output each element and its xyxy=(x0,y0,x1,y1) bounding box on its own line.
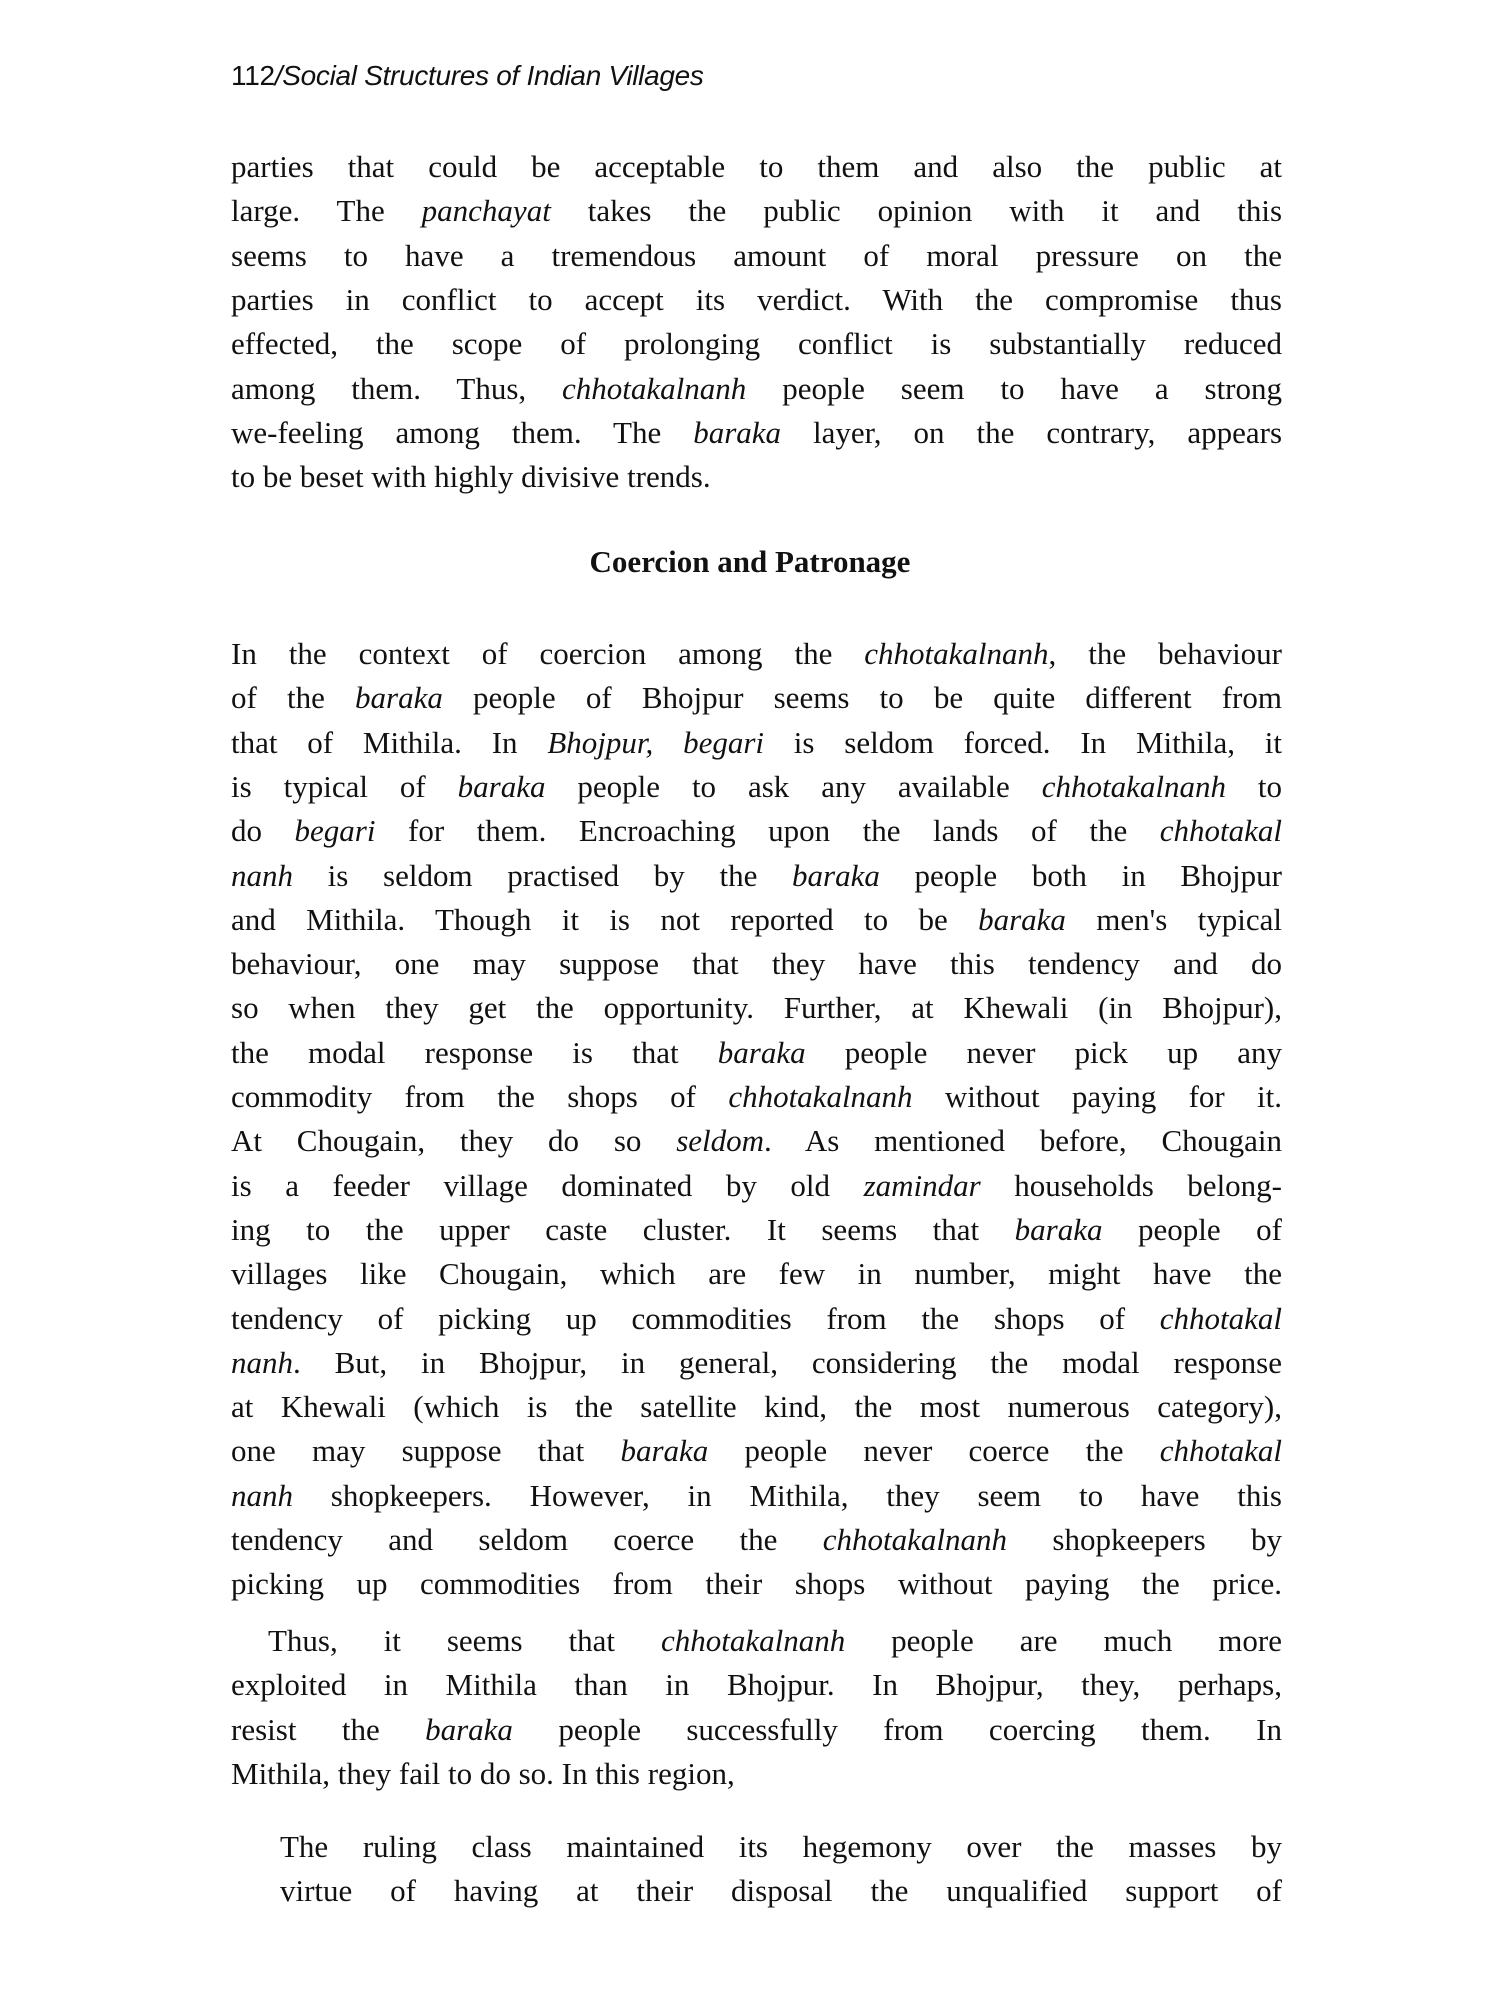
text-run: that of Mithila. In xyxy=(231,724,548,760)
italic-term: zamindar xyxy=(863,1167,981,1203)
text-run: people seem to have a strong xyxy=(746,370,1283,406)
text-line xyxy=(231,1031,1282,1075)
text-line xyxy=(231,455,1282,499)
italic-term: baraka xyxy=(620,1433,709,1469)
text-line xyxy=(231,1341,1282,1385)
text-line xyxy=(231,411,1282,455)
text-run: virtue of having at their disposal the unqualified support of xyxy=(280,1873,1282,1909)
text-run: people never pick up any xyxy=(805,1034,1282,1070)
text-line xyxy=(231,1208,1282,1252)
text-run: so when they get the opportunity. Further, at Khewali (in Bhojpur), xyxy=(231,990,1282,1026)
text-run: villages like Chougain, which are few in number, might have the xyxy=(231,1256,1282,1292)
text-line xyxy=(231,1429,1282,1473)
text-line xyxy=(231,1474,1282,1518)
text-line xyxy=(231,1385,1282,1429)
italic-term: baraka xyxy=(425,1711,513,1747)
text-run: is seldom practised by the xyxy=(293,857,793,893)
text-run: is typical of xyxy=(231,768,458,804)
text-run: The ruling class maintained its hegemony over the masses by xyxy=(280,1829,1282,1864)
italic-term: baraka xyxy=(978,901,1066,937)
italic-term: chhotakalnanh xyxy=(562,370,747,406)
italic-term: chhotakal xyxy=(1159,813,1282,849)
text-line xyxy=(231,1075,1282,1119)
text-line xyxy=(231,854,1282,898)
text-run: At Chougain, they do so xyxy=(231,1123,677,1159)
text-run: is seldom forced. In Mithila, it xyxy=(764,724,1283,760)
text-run: among them. Thus, xyxy=(231,370,563,406)
italic-term: baraka xyxy=(717,1034,806,1070)
text-run: the modal response is that xyxy=(231,1034,718,1070)
text-run: effected, the scope of prolonging conflict is substantially reduced xyxy=(231,326,1282,362)
text-run: resist the xyxy=(231,1711,426,1747)
text-run: do xyxy=(231,813,295,849)
italic-term: baraka xyxy=(355,680,443,716)
text-line xyxy=(231,1752,1282,1796)
text-run: people to ask any available xyxy=(545,768,1042,804)
text-run: layer, on the contrary, appears xyxy=(781,414,1283,450)
text-line xyxy=(231,986,1282,1030)
italic-term: chhotakalnanh xyxy=(822,1522,1008,1557)
text-line xyxy=(231,721,1282,765)
italic-term: baraka xyxy=(693,414,782,450)
text-run: to be beset with highly divisive trends. xyxy=(231,459,711,495)
text-run: , the behaviour xyxy=(1048,636,1282,671)
text-run: people of xyxy=(1102,1211,1282,1247)
italic-term: baraka xyxy=(792,857,880,893)
text-run: takes the public opinion with it and this xyxy=(550,193,1283,229)
text-run: one may suppose that xyxy=(231,1433,621,1469)
text-run: parties in conflict to accept its verdict. With the compromise thus xyxy=(231,281,1282,317)
text-line xyxy=(280,1825,1282,1869)
text-run: without paying for it. xyxy=(912,1079,1282,1114)
section-heading: Coercion and Patronage xyxy=(589,544,911,579)
text-line xyxy=(280,1869,1282,1913)
text-line xyxy=(231,1562,1282,1606)
italic-term: seldom xyxy=(676,1123,765,1159)
text-line xyxy=(231,1663,1282,1707)
page-number: 112 xyxy=(231,60,275,91)
text-line xyxy=(231,898,1282,942)
text-line xyxy=(231,189,1282,233)
text-run: parties that could be acceptable to them and also the public at xyxy=(231,149,1282,184)
text-run: households belong- xyxy=(980,1167,1283,1203)
text-run: people successfully from coercing them. In xyxy=(512,1711,1282,1747)
text-run: men's typical xyxy=(1065,901,1282,937)
text-run: at Khewali (which is the satellite kind, the most numerous category), xyxy=(231,1389,1282,1425)
text-run: ing to the upper caste cluster. It seems that xyxy=(231,1211,1015,1247)
text-run: picking up commodities from their shops without paying the price. xyxy=(231,1566,1282,1602)
text-run: of the xyxy=(231,680,356,716)
text-run: shopkeepers by xyxy=(1007,1522,1282,1557)
text-run: tendency of picking up commodities from the shops of xyxy=(231,1300,1160,1336)
text-run: Mithila, they fail to do so. In this region, xyxy=(231,1755,735,1791)
text-run: commodity from the shops of xyxy=(231,1079,729,1114)
italic-term: nanh xyxy=(231,1344,293,1380)
text-line xyxy=(231,367,1282,411)
italic-term: Bhojpur, begari xyxy=(547,724,765,760)
text-line xyxy=(231,145,1282,189)
text-line xyxy=(231,765,1282,809)
text-run: people both in Bhojpur xyxy=(879,857,1282,893)
text-line xyxy=(231,1164,1282,1208)
text-run: . As mentioned before, Chougain xyxy=(764,1123,1282,1159)
italic-term: nanh xyxy=(231,857,293,893)
text-line xyxy=(231,322,1282,366)
book-title: Social Structures of Indian Villages xyxy=(282,60,704,91)
text-run: exploited in Mithila than in Bhojpur. In Bhojpur, they, perhaps, xyxy=(231,1667,1282,1703)
text-line xyxy=(231,809,1282,853)
text-run: . But, in Bhojpur, in general, considering the modal response xyxy=(293,1344,1282,1380)
italic-term: baraka xyxy=(457,768,546,804)
running-header xyxy=(231,60,704,92)
text-run: In the context of coercion among the xyxy=(231,636,865,671)
text-line xyxy=(231,1297,1282,1341)
text-run: seems to have a tremendous amount of moral pressure on the xyxy=(231,237,1282,273)
italic-term: chhotakalnanh xyxy=(1041,768,1226,804)
text-line xyxy=(231,278,1282,322)
italic-term: baraka xyxy=(1014,1211,1103,1247)
text-line xyxy=(231,1518,1282,1562)
italic-term: chhotakalnanh xyxy=(660,1623,846,1658)
italic-term: chhotakalnanh xyxy=(728,1079,913,1114)
text-run: large. The xyxy=(231,193,422,229)
italic-term: chhotakal xyxy=(1159,1300,1282,1336)
italic-term: panchayat xyxy=(421,193,551,229)
text-run: people are much more xyxy=(845,1623,1282,1658)
text-run: and Mithila. Though it is not reported to be xyxy=(231,901,979,937)
text-run: for them. Encroaching upon the lands of the xyxy=(375,813,1160,849)
text-run: people never coerce the xyxy=(708,1433,1160,1469)
italic-term: begari xyxy=(294,813,376,849)
text-run: is a feeder village dominated by old xyxy=(231,1167,864,1203)
text-line xyxy=(268,1619,1282,1663)
text-run: behaviour, one may suppose that they have this tendency and do xyxy=(231,946,1282,982)
text-line xyxy=(231,1119,1282,1163)
text-run: Thus, it seems that xyxy=(268,1623,661,1658)
italic-term: chhotakal xyxy=(1159,1433,1282,1469)
text-line xyxy=(231,1708,1282,1752)
text-line xyxy=(231,676,1282,720)
text-run: tendency and seldom coerce the xyxy=(231,1522,823,1557)
text-line xyxy=(231,632,1282,676)
italic-term: chhotakalnanh xyxy=(864,636,1049,671)
text-line xyxy=(231,942,1282,986)
text-run: to xyxy=(1225,768,1283,804)
italic-term: nanh xyxy=(231,1477,293,1513)
text-line xyxy=(231,1252,1282,1296)
text-line xyxy=(231,234,1282,278)
text-run: we-feeling among them. The xyxy=(231,414,694,450)
text-run: people of Bhojpur seems to be quite different from xyxy=(442,680,1282,716)
header-separator: / xyxy=(274,60,283,91)
text-run: shopkeepers. However, in Mithila, they seem to have this xyxy=(293,1477,1282,1513)
